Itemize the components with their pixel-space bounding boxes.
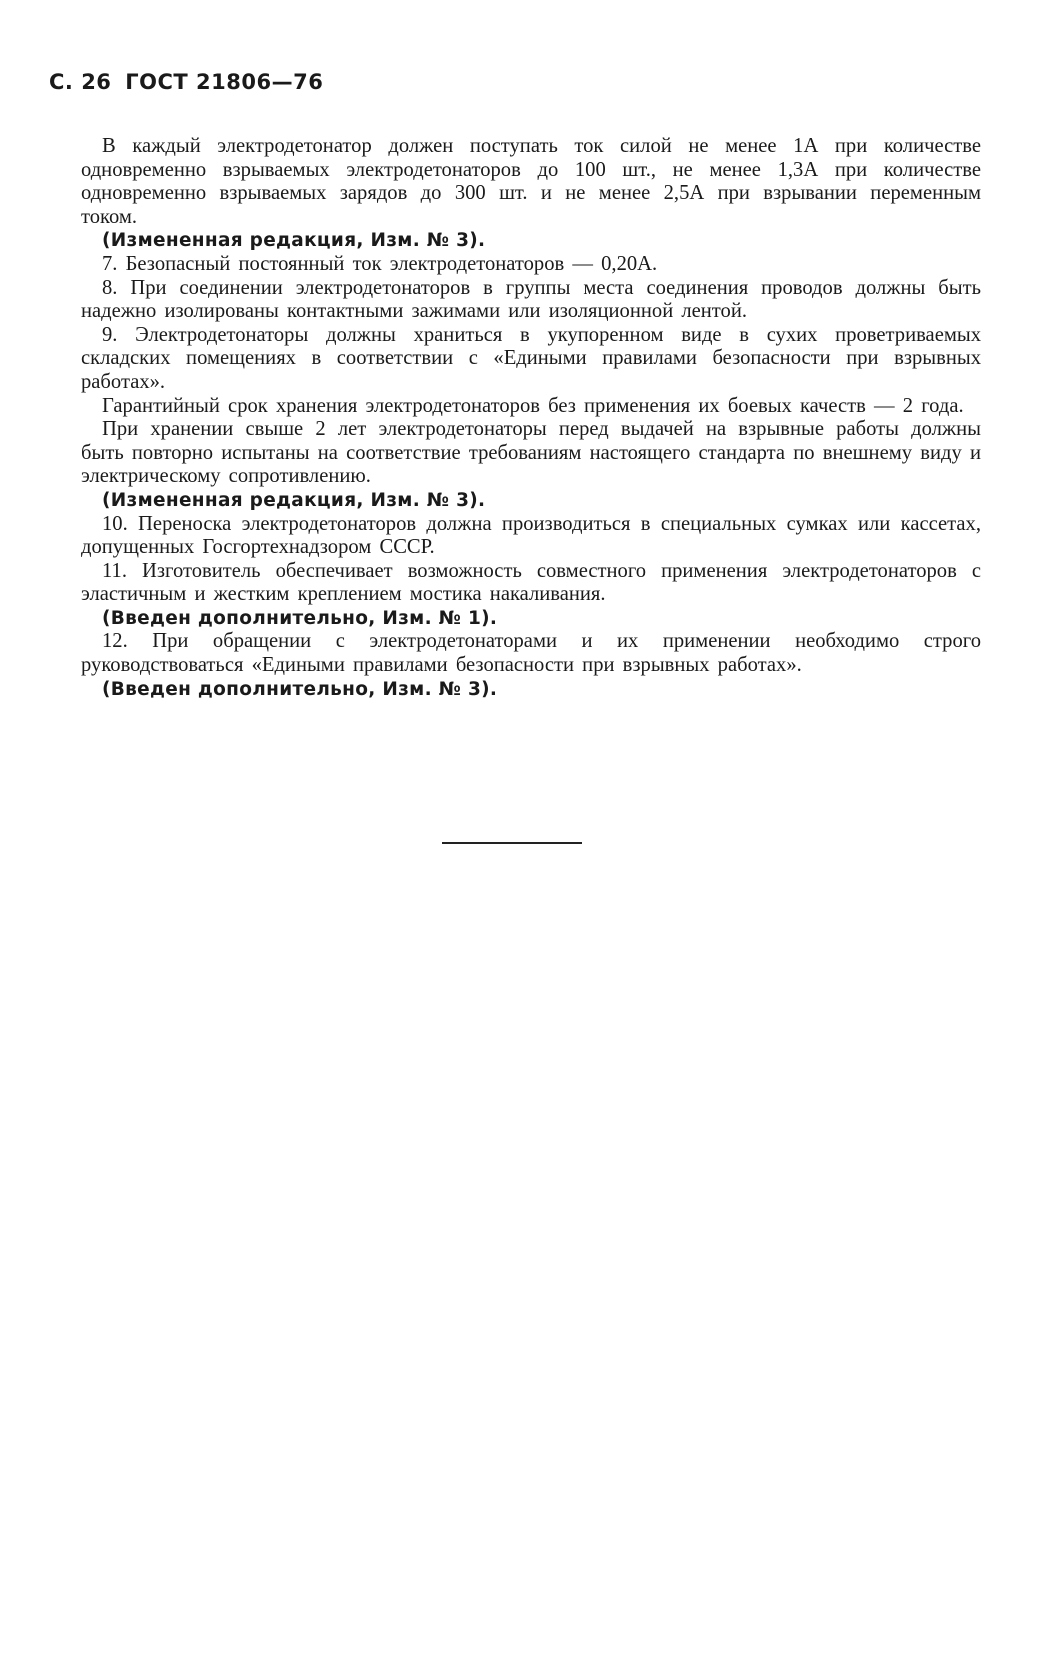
amendment-note: (Введен дополнительно, Изм. № 3). <box>102 678 498 700</box>
clause-7: 7. Безопасный постоянный ток электродетонаторов — 0,20А. <box>102 252 658 275</box>
amendment-note: (Измененная редакция, Изм. № 3). <box>102 230 486 252</box>
clause-10: 10. Переноска электродетонаторов должна производиться в специальных сумках или кассетах, допущенных Госгортехнадзором СССР. <box>81 512 981 559</box>
amendment-note: (Измененная редакция, Изм. № 3). <box>102 489 486 511</box>
clause-12: 12. При обращении с электродетонаторами и их применении необходимо строго руководствоваться «Едиными правилами безопасности при взрывных работах». <box>81 630 981 677</box>
page-number: С. 26 <box>49 70 112 94</box>
document-body <box>81 135 981 701</box>
end-of-document-rule <box>442 842 582 844</box>
paragraph-warranty: Гарантийный срок хранения электродетонаторов без применения их боевых качеств — 2 года. <box>102 394 964 417</box>
page-header <box>49 70 323 94</box>
clause-9: 9. Электродетонаторы должны храниться в укупоренном виде в сухих проветриваемых складских помещениях в соответствии с «Едиными правилами безопасности при взрывных работах». <box>81 323 981 393</box>
clause-8: 8. При соединении электродетонаторов в группы места соединения проводов должны быть надежно изолированы контактными зажимами или изоляционной лентой. <box>81 276 981 323</box>
clause-11: 11. Изготовитель обеспечивает возможность совместного применения электродетонаторов с эластичным и жестким креплением мостика накаливания. <box>81 559 981 606</box>
amendment-note: (Введен дополнительно, Изм. № 1). <box>102 607 498 629</box>
paragraph-current-requirements: В каждый электродетонатор должен поступать ток силой не менее 1А при количестве одновременно взрываемых электродетонаторов до 100 шт., не менее 1,3А при количестве одновременно взрываемых зарядов до 300 шт. и не менее 2,5А при взрывании переменным током. <box>81 135 981 228</box>
paragraph-storage-retest: При хранении свыше 2 лет электродетонаторы перед выдачей на взрывные работы должны быть повторно испытаны на соответствие требованиям настоящего стандарта по внешнему виду и электрическому сопротивлению. <box>81 418 981 488</box>
standard-designation: ГОСТ 21806—76 <box>125 70 324 94</box>
